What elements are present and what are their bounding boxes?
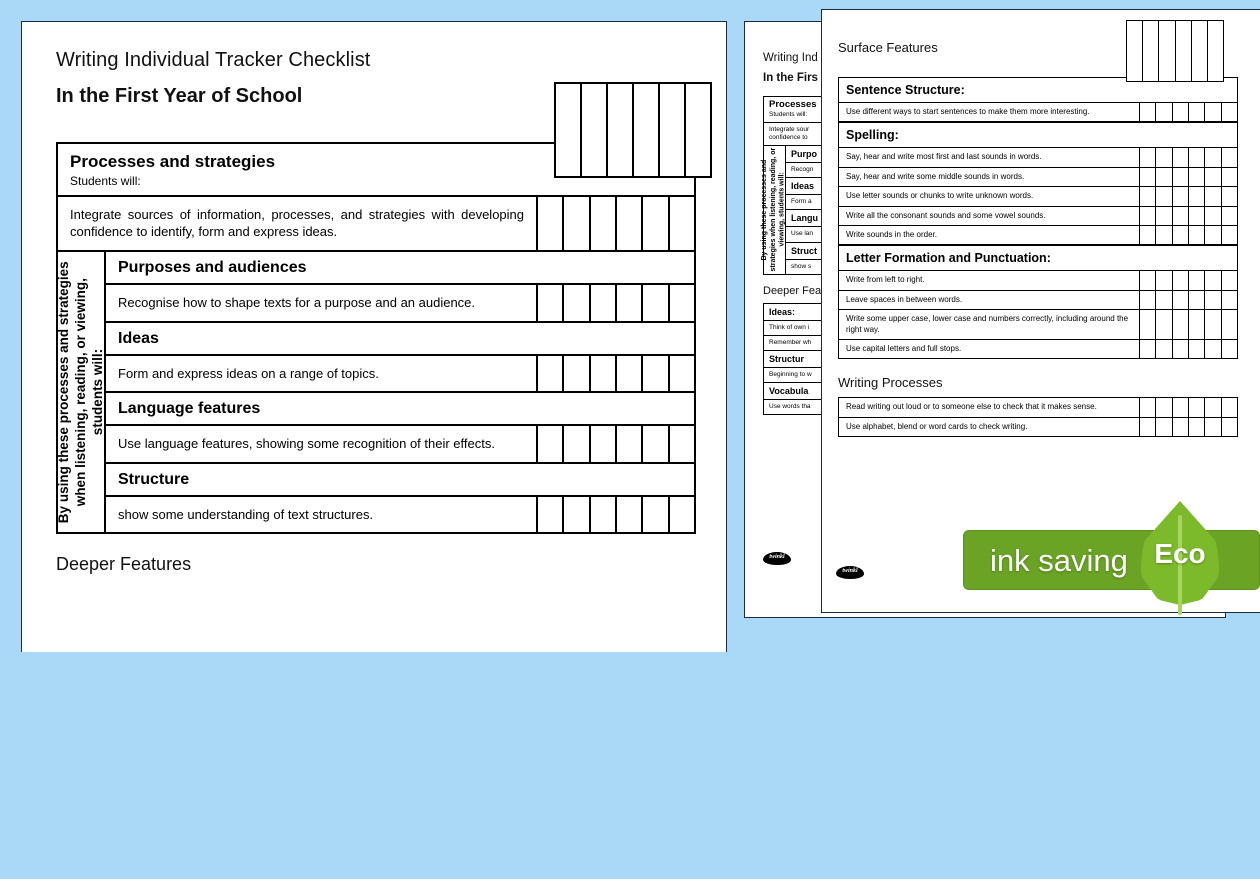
side-label-text: By using these processes and strategies when listening, reading, or viewing, students will:: [761, 148, 786, 272]
statement-text: show s: [786, 259, 1062, 274]
checkbox-cell[interactable]: [538, 426, 564, 462]
checkbox-cell[interactable]: [591, 285, 617, 321]
checkbox-cell[interactable]: [1140, 340, 1156, 358]
checkbox-cell[interactable]: [617, 356, 643, 392]
group-heading: Ideas:: [769, 306, 796, 317]
checkbox-cell[interactable]: [1222, 291, 1237, 309]
statement-text: Recogn: [786, 162, 1062, 177]
checkbox-cell[interactable]: [1189, 418, 1205, 436]
header-checkbox-cell[interactable]: [634, 84, 660, 176]
checkbox-cell[interactable]: [617, 497, 643, 533]
checkbox-cell[interactable]: [1189, 340, 1205, 358]
group-heading: Purpo: [791, 149, 817, 160]
table-row: [839, 398, 1237, 417]
section-heading: Letter Formation and Punctuation:: [839, 245, 1237, 271]
checkbox-cell[interactable]: [643, 197, 669, 250]
checkbox-cell[interactable]: [591, 197, 617, 250]
processes-and-strategies-table: [56, 142, 696, 534]
checkbox-cell[interactable]: [1189, 148, 1205, 166]
checkbox-cell[interactable]: [591, 497, 617, 533]
table-row: [839, 103, 1237, 122]
section-subheading: Students will:: [70, 173, 141, 188]
header-checkbox-cell[interactable]: [1208, 21, 1223, 81]
group-heading: Struct: [786, 242, 1062, 259]
checkbox-cell[interactable]: [1156, 398, 1172, 416]
header-checkbox-cell[interactable]: [556, 84, 582, 176]
checkbox-cell[interactable]: [564, 356, 590, 392]
group-heading: Language features: [118, 400, 261, 418]
header-checkbox-cell[interactable]: [1192, 21, 1208, 81]
checkbox-cell[interactable]: [1173, 226, 1189, 244]
statement-text: Integrate sources of information, processes, and strategies with developing confidence to identify, form and express ideas.: [70, 206, 524, 240]
checkbox-cell[interactable]: [1156, 226, 1172, 244]
checkbox-group[interactable]: [1139, 103, 1237, 121]
statement-text: Write from left to right.: [846, 275, 925, 285]
checkbox-cell[interactable]: [1140, 271, 1156, 289]
section-heading: Spelling:: [839, 122, 1237, 148]
checkbox-cell[interactable]: [670, 285, 694, 321]
checkbox-group[interactable]: [536, 285, 694, 321]
checkbox-cell[interactable]: [1156, 310, 1172, 339]
statement-text: Leave spaces in between words.: [846, 294, 963, 304]
checkbox-cell[interactable]: [1173, 148, 1189, 166]
checkbox-cell[interactable]: [538, 356, 564, 392]
group-heading: Structure: [118, 470, 190, 488]
group-heading: Structur: [764, 350, 1062, 367]
checkbox-cell[interactable]: [1156, 168, 1172, 186]
checkbox-cell[interactable]: [1205, 398, 1221, 416]
checkbox-cell[interactable]: [1189, 310, 1205, 339]
checkbox-cell[interactable]: [1222, 168, 1237, 186]
checkbox-group[interactable]: [1139, 207, 1237, 225]
section-subheading: Students will:: [769, 111, 808, 119]
checkbox-cell[interactable]: [1205, 271, 1221, 289]
group-heading: Vocabula: [764, 382, 1062, 399]
checkbox-cell[interactable]: [591, 356, 617, 392]
checkbox-cell[interactable]: [1173, 418, 1189, 436]
surface-features-heading: Surface Features: [838, 40, 938, 55]
checkbox-cell[interactable]: [1222, 271, 1237, 289]
checkbox-cell[interactable]: [1189, 103, 1205, 121]
group-heading: Purposes and audiences: [118, 259, 307, 277]
checkbox-cell[interactable]: [591, 426, 617, 462]
header-checkbox-cell[interactable]: [1176, 21, 1192, 81]
header-checkbox-cell[interactable]: [1159, 21, 1175, 81]
ink-saving-eco-badge: [963, 530, 1260, 590]
criteria-group: [106, 252, 694, 321]
side-label-text: By using these processes and strategies when listening, reading, or viewing, students will:: [55, 261, 105, 524]
statement-row: [106, 354, 694, 392]
checkbox-cell[interactable]: [1173, 310, 1189, 339]
checkbox-group[interactable]: [1139, 340, 1237, 358]
statement-text: Form a: [786, 194, 1062, 209]
statement-text: Use lan: [786, 226, 1062, 241]
checkbox-cell[interactable]: [1189, 291, 1205, 309]
header-checkbox-cell[interactable]: [608, 84, 634, 176]
group-heading: Langu: [786, 209, 1062, 226]
checkbox-cell[interactable]: [1140, 187, 1156, 205]
checkbox-cell[interactable]: [1140, 398, 1156, 416]
checkbox-cell[interactable]: [1189, 271, 1205, 289]
table-row: [55, 252, 694, 532]
checkbox-cell[interactable]: [1173, 291, 1189, 309]
statement-text: Beginning to w: [764, 367, 1062, 382]
table-row: [839, 187, 1237, 206]
statement-text: Use capital letters and full stops.: [846, 343, 962, 353]
checkbox-cell[interactable]: [1140, 168, 1156, 186]
checkbox-cell[interactable]: [564, 497, 590, 533]
table-row: [839, 168, 1237, 187]
deeper-features-heading: Deeper Features: [56, 554, 192, 575]
checkbox-group[interactable]: [536, 426, 694, 462]
table-row: [839, 271, 1237, 290]
statement-text: Remember wh: [764, 335, 1062, 350]
checkbox-cell[interactable]: [1140, 310, 1156, 339]
checkbox-cell[interactable]: [1205, 310, 1221, 339]
eco-label: Eco: [1154, 538, 1206, 569]
checkbox-cell[interactable]: [538, 497, 564, 533]
checkbox-cell[interactable]: [1189, 187, 1205, 205]
statement-text: Use letter sounds or chunks to write unknown words.: [846, 191, 1034, 201]
page-subtitle: In the First Year of School: [56, 85, 303, 107]
header-checkbox-cell[interactable]: [1127, 21, 1143, 81]
checkbox-cell[interactable]: [1189, 226, 1205, 244]
checkbox-cell[interactable]: [670, 426, 694, 462]
checkbox-cell[interactable]: [1189, 207, 1205, 225]
statement-text: Recognise how to shape texts for a purpose and an audience.: [118, 295, 476, 311]
statement-line: Integrate sour: [769, 125, 810, 133]
checkbox-cell[interactable]: [670, 197, 694, 250]
checkbox-cell[interactable]: [538, 197, 564, 250]
checkbox-cell[interactable]: [1205, 418, 1221, 436]
checkbox-cell[interactable]: [1156, 340, 1172, 358]
checkbox-cell[interactable]: [538, 285, 564, 321]
deeper-features-heading: Deeper Fea: [763, 284, 822, 297]
checkbox-cell[interactable]: [1222, 226, 1237, 244]
criteria-group: [106, 462, 694, 533]
header-checkbox-cell[interactable]: [1143, 21, 1159, 81]
statement-row: [106, 424, 694, 462]
checkbox-cell[interactable]: [1205, 168, 1221, 186]
checkbox-group[interactable]: [1139, 226, 1237, 244]
header-checkbox-cell[interactable]: [660, 84, 686, 176]
checkbox-group[interactable]: [1139, 148, 1237, 166]
eco-bar-label: ink saving: [990, 543, 1128, 578]
checkbox-cell[interactable]: [1205, 148, 1221, 166]
criteria-group: [106, 391, 694, 462]
checkbox-cell[interactable]: [1205, 187, 1221, 205]
header-checkbox-cell[interactable]: [582, 84, 608, 176]
statement-text: Use alphabet, blend or word cards to check writing.: [846, 421, 1028, 431]
table-row: [839, 148, 1237, 167]
checkbox-cell[interactable]: [670, 497, 694, 533]
checkbox-group[interactable]: [1139, 310, 1237, 339]
checkbox-cell[interactable]: [1173, 207, 1189, 225]
vertical-side-label: [55, 252, 106, 532]
left-worksheet-page: [22, 22, 726, 652]
section-heading: Processes and strategies: [70, 152, 276, 171]
checkbox-group[interactable]: [1139, 168, 1237, 186]
checkbox-group[interactable]: [1139, 291, 1237, 309]
checkbox-cell[interactable]: [564, 197, 590, 250]
checkbox-group[interactable]: [536, 497, 694, 533]
statement-row: [58, 197, 694, 250]
checkbox-cell[interactable]: [643, 356, 669, 392]
checkbox-cell[interactable]: [1140, 103, 1156, 121]
checkbox-group[interactable]: [536, 197, 694, 250]
writing-processes-table: [838, 397, 1238, 437]
checkbox-cell[interactable]: [1156, 207, 1172, 225]
checkbox-cell[interactable]: [1140, 291, 1156, 309]
statement-line: confidence to: [769, 134, 808, 142]
checkbox-cell[interactable]: [564, 426, 590, 462]
twinkl-logo-icon: [836, 566, 864, 579]
checkbox-cell[interactable]: [1173, 398, 1189, 416]
header-checkbox-grid[interactable]: [1126, 20, 1224, 82]
page-title: Writing Individual Tracker Checklist: [56, 49, 371, 71]
checkbox-cell[interactable]: [1156, 291, 1172, 309]
criteria-group: [106, 321, 694, 392]
leaf-icon: [1141, 501, 1219, 619]
checkbox-cell[interactable]: [1205, 340, 1221, 358]
criteria-groups: [106, 252, 694, 532]
statement-row: [106, 283, 694, 321]
checkbox-cell[interactable]: [1156, 148, 1172, 166]
checkbox-cell[interactable]: [1205, 207, 1221, 225]
statement-text: Use words tha: [764, 399, 1062, 414]
left-page-content: [56, 48, 696, 575]
vertical-side-label: [761, 146, 786, 274]
checkbox-cell[interactable]: [564, 285, 590, 321]
checkbox-cell[interactable]: [1140, 418, 1156, 436]
statement-row: [106, 495, 694, 533]
statement-text: Write some upper case, lower case and numbers correctly, including around the right way.: [846, 314, 1129, 334]
section-heading: Processes: [769, 99, 817, 110]
table-row: [839, 226, 1237, 245]
checkbox-cell[interactable]: [1173, 103, 1189, 121]
table-row: [839, 310, 1237, 340]
page-subtitle: In the Firs: [763, 72, 818, 84]
checkbox-cell[interactable]: [617, 285, 643, 321]
writing-processes-heading: Writing Processes: [838, 375, 943, 391]
header-checkbox-grid[interactable]: [554, 82, 712, 178]
checkbox-cell[interactable]: [1222, 148, 1237, 166]
statement-text: Use different ways to start sentences to make them more interesting.: [846, 107, 1090, 116]
statement-text: Write sounds in the order.: [846, 229, 938, 239]
statement-text: Use language features, showing some recognition of their effects.: [118, 436, 495, 452]
checkbox-group[interactable]: [1139, 418, 1237, 436]
checkbox-group[interactable]: [536, 356, 694, 392]
checkbox-cell[interactable]: [1140, 226, 1156, 244]
checkbox-cell[interactable]: [1189, 168, 1205, 186]
table-row: [839, 418, 1237, 436]
checkbox-cell[interactable]: [1173, 340, 1189, 358]
checkbox-cell[interactable]: [1173, 187, 1189, 205]
checkbox-cell[interactable]: [1205, 103, 1221, 121]
checkbox-cell[interactable]: [1156, 187, 1172, 205]
page-title: Writing Ind: [763, 52, 818, 64]
checkbox-cell[interactable]: [670, 356, 694, 392]
checkbox-cell[interactable]: [1156, 418, 1172, 436]
statement-text: Say, hear and write some middle sounds in words.: [846, 171, 1025, 181]
checkbox-cell[interactable]: [1222, 340, 1237, 358]
table-row: [839, 291, 1237, 310]
checkbox-cell[interactable]: [617, 426, 643, 462]
statement-text: show some understanding of text structures.: [118, 506, 374, 522]
checkbox-cell[interactable]: [1222, 398, 1237, 416]
header-checkbox-cell[interactable]: [686, 84, 710, 176]
checkbox-cell[interactable]: [1173, 271, 1189, 289]
checkbox-cell[interactable]: [643, 426, 669, 462]
statement-text: Read writing out loud or to someone else to check that it makes sense.: [846, 402, 1097, 412]
checkbox-cell[interactable]: [1205, 226, 1221, 244]
checkbox-cell[interactable]: [1189, 398, 1205, 416]
checkbox-cell[interactable]: [617, 197, 643, 250]
checkbox-cell[interactable]: [643, 497, 669, 533]
checkbox-cell[interactable]: [1222, 207, 1237, 225]
checkbox-group[interactable]: [1139, 398, 1237, 416]
statement-text: Write all the consonant sounds and some vowel sounds.: [846, 210, 1046, 220]
table-row: [839, 340, 1237, 358]
surface-features-table: [838, 77, 1238, 359]
checkbox-cell[interactable]: [643, 285, 669, 321]
twinkl-logo-icon: [763, 552, 791, 565]
checkbox-cell[interactable]: [1205, 291, 1221, 309]
checkbox-cell[interactable]: [1222, 310, 1237, 339]
checkbox-cell[interactable]: [1156, 103, 1172, 121]
group-heading: Ideas: [786, 177, 1062, 194]
statement-text: Say, hear and write most first and last sounds in words.: [846, 152, 1042, 162]
checkbox-group[interactable]: [1139, 271, 1237, 289]
checkbox-cell[interactable]: [1140, 148, 1156, 166]
checkbox-cell[interactable]: [1222, 418, 1237, 436]
table-row: [839, 207, 1237, 226]
checkbox-cell[interactable]: [1222, 103, 1237, 121]
checkbox-cell[interactable]: [1156, 271, 1172, 289]
section-heading: Sentence Structure:: [839, 78, 1237, 103]
checkbox-cell[interactable]: [1222, 187, 1237, 205]
checkbox-cell[interactable]: [1140, 207, 1156, 225]
front-page-content: [838, 40, 1238, 437]
group-heading: Ideas: [118, 329, 159, 347]
checkbox-group[interactable]: [1139, 187, 1237, 205]
statement-text: Form and express ideas on a range of topics.: [118, 365, 379, 381]
checkbox-cell[interactable]: [1173, 168, 1189, 186]
statement-text: Think of own i: [764, 320, 1062, 335]
table-row: [58, 197, 694, 252]
